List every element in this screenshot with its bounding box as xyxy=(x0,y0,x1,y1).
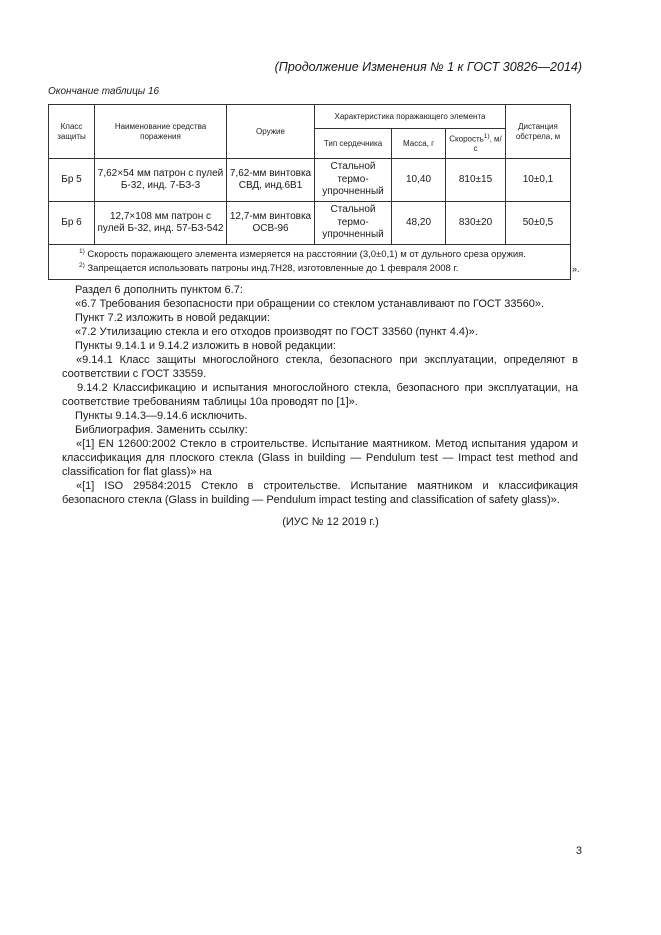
header-core-type: Тип сердечника xyxy=(315,129,392,159)
data-table xyxy=(48,104,571,280)
cell-speed: 810±15 xyxy=(446,159,506,202)
cell-mass: 10,40 xyxy=(392,159,446,202)
page-number: 3 xyxy=(575,845,582,857)
header-speed xyxy=(446,129,506,159)
cell-distance: 10±0,1 xyxy=(506,159,571,202)
paragraph: Пункты 9.14.3—9.14.6 исключить. xyxy=(75,410,248,422)
cell-core: Стальной термо-упрочненный xyxy=(315,202,392,245)
header-characteristic: Характеристика поражающего элемента xyxy=(315,105,506,129)
table-closing-mark: ». xyxy=(572,264,580,274)
paragraph: «9.14.1 Класс защиты многослойного стекла, безопасного при эксплуатации, определяют в соответствии с ГОСТ 33559. xyxy=(62,354,578,380)
cell-mass: 48,20 xyxy=(392,202,446,245)
header-speed-label: Скорость xyxy=(449,134,484,144)
header-name: Наименование средства поражения xyxy=(95,105,227,159)
table-note xyxy=(79,262,562,276)
table-caption: Окончание таблицы 16 xyxy=(48,86,160,97)
note-text: Скорость поражающего элемента измеряется на расстоянии (3,0±0,1) м от дульного среза оружия. xyxy=(84,249,526,261)
note-mark: 1) xyxy=(79,248,85,255)
header-mass: Масса, г xyxy=(392,129,446,159)
note-mark: 2) xyxy=(79,261,85,269)
cell-class: Бр 6 xyxy=(49,202,95,245)
amendment-body xyxy=(62,283,578,507)
paragraph: «[1] ISO 29584:2015 Стекло в строительстве. Испытание маятником и классификация безопасного стекла (Glass in building — Pendulum impact testing and classification of safety glass)». xyxy=(62,480,578,506)
note-text: Запрещается использовать патроны инд.7Н28, изготовленные до 1 февраля 2008 г. xyxy=(84,263,459,275)
paragraph: Раздел 6 дополнить пунктом 6.7: xyxy=(75,284,243,296)
paragraph: «7.2 Утилизацию стекла и его отходов производят по ГОСТ 33560 (пункт 4.4)». xyxy=(75,326,478,338)
paragraph: «6.7 Требования безопасности при обращении со стеклом устанавливают по ГОСТ 33560». xyxy=(75,298,545,310)
cell-name: 7,62×54 мм патрон с пулей Б-32, инд. 7-БЗ-3 xyxy=(95,159,227,202)
table-note xyxy=(79,248,562,262)
paragraph: 9.14.2 Классификацию и испытания многослойного стекла, безопасного при эксплуатации, на соответствие требованиям таблицы 10а проводят по [1]». xyxy=(62,382,578,408)
table-notes-row xyxy=(49,245,571,280)
cell-weapon: 12,7-мм винтовка ОСВ-96 xyxy=(227,202,315,245)
header-distance: Дистанция обстрела, м xyxy=(506,105,571,159)
cell-core: Стальной термо-упрочненный xyxy=(315,159,392,202)
header-speed-footnote: 1) xyxy=(483,132,490,140)
cell-name: 12,7×108 мм патрон с пулей Б-32, инд. 57-БЗ-542 xyxy=(95,202,227,245)
table-row xyxy=(49,202,571,245)
table-notes xyxy=(49,245,571,280)
cell-class: Бр 5 xyxy=(49,159,95,202)
ius-reference: (ИУС № 12 2019 г.) xyxy=(282,516,379,528)
header-class: Класс защиты xyxy=(49,105,95,159)
cell-distance: 50±0,5 xyxy=(506,202,571,245)
header-speed-unit: , м/с xyxy=(473,134,502,154)
paragraph: Библиография. Заменить ссылку: xyxy=(75,424,248,436)
header-weapon: Оружие xyxy=(227,105,315,159)
paragraph: Пункты 9.14.1 и 9.14.2 изложить в новой редакции: xyxy=(75,340,336,352)
table-row xyxy=(49,159,571,202)
document-header-note: (Продолжение Изменения № 1 к ГОСТ 30826—2014) xyxy=(274,60,582,74)
cell-weapon: 7,62-мм винтовка СВД, инд.6В1 xyxy=(227,159,315,202)
paragraph: Пункт 7.2 изложить в новой редакции: xyxy=(75,312,270,324)
paragraph: «[1] EN 12600:2002 Стекло в строительстве. Испытание маятником. Метод испытания ударом и классификация для плоского стекла (Glass in building — Pendulum test — Impact test method and classification for flat glass)» на xyxy=(62,438,578,478)
cell-speed: 830±20 xyxy=(446,202,506,245)
